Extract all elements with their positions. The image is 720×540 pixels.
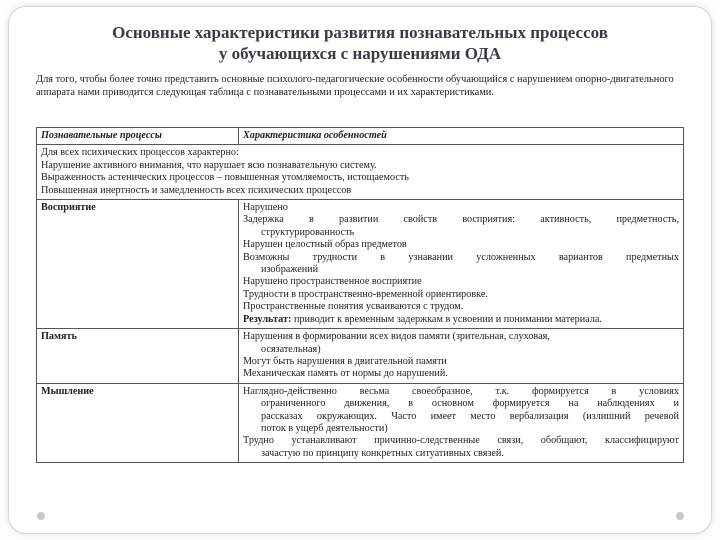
general-line: Повышенная инертность и замедленность всех психических процессов <box>41 184 352 196</box>
general-cell <box>37 145 684 200</box>
perception-line: Задержка в развитии свойств восприятия: активность, предметность, <box>243 214 679 226</box>
thinking-line: Наглядно-действенно весьма своеобразное, т.к. формируется в условиях <box>243 385 679 397</box>
memory-line: Нарушения в формировании всех видов памяти (зрительная, слуховая, <box>243 331 550 343</box>
title-line-1: Основные характеристики развития познавательных процессов <box>112 23 608 42</box>
memory-line: Могут быть нарушения в двигательной памяти <box>243 355 447 367</box>
table-row-perception <box>37 200 684 329</box>
result-label: Результат: <box>243 313 292 325</box>
perception-line: Нарушено пространственное восприятие <box>243 276 422 288</box>
process-name-perception: Восприятие <box>37 200 239 329</box>
general-line: Нарушение активного внимания, что нарушает всю познавательную систему. <box>41 159 377 171</box>
header-processes: Познавательные процессы <box>37 128 239 145</box>
perception-line: Пространственные понятия усваиваются с трудом. <box>243 301 464 313</box>
thinking-line: ограниченного движения, в основном формируется на наблюдениях и <box>261 398 679 410</box>
process-name-thinking: Мышление <box>37 383 239 462</box>
memory-line: Механическая память от нормы до нарушений. <box>243 368 448 380</box>
perception-line: Трудности в пространственно-временной ориентировке. <box>243 288 488 300</box>
perception-line: Нарушено <box>243 202 288 214</box>
intro-paragraph: Для того, чтобы более точно представить основные психолого-педагогические особенности обучающийся с нарушением опорно-двигательного аппарата нами приводится следующая таблица с познавательными процессами и их характеристиками. <box>36 74 674 98</box>
result-text: приводит к временным задержкам в усвоении и понимании материала. <box>291 313 602 325</box>
thinking-line: рассказах окружающих. Часто имеет место вербализация (излишний речевой <box>261 410 679 422</box>
perception-line: Нарушен целостный образ предметов <box>243 239 407 251</box>
thinking-line: Трудно устанавливают причинно-следственные связи, обобщают, классифицируют <box>243 435 679 447</box>
header-characteristics: Характеристика особенностей <box>239 128 684 145</box>
table-row-memory <box>37 329 684 384</box>
perception-cell <box>239 200 684 329</box>
process-name-memory: Память <box>37 329 239 384</box>
general-line: Выраженность астенических процессов – повышенная утомляемость, истощаемость <box>41 172 409 184</box>
memory-cell <box>239 329 684 384</box>
cognitive-processes-table <box>36 127 684 463</box>
thinking-line: зачастую по принципу конкретных ситуативных связей. <box>261 447 504 459</box>
title-line-2: у обучающихся с нарушениями ОДА <box>218 44 502 63</box>
table-row-general <box>37 145 684 200</box>
perception-line: изображений <box>261 264 319 276</box>
thinking-cell <box>239 383 684 462</box>
table-row-thinking <box>37 383 684 462</box>
general-line: Для всех психических процессов характерно: <box>41 147 239 159</box>
corner-dot-bottom-left <box>37 512 45 520</box>
table-header-row <box>37 128 684 145</box>
perception-line: Возможны трудности в узнавании усложненных вариантов предметных <box>243 251 679 263</box>
perception-line: структурированность <box>261 226 355 238</box>
corner-dot-bottom-right <box>676 512 684 520</box>
perception-result <box>243 314 679 326</box>
thinking-line: поток в ущерб деятельности) <box>261 422 388 434</box>
page-title <box>40 22 680 64</box>
memory-line: осязательная) <box>261 343 321 355</box>
